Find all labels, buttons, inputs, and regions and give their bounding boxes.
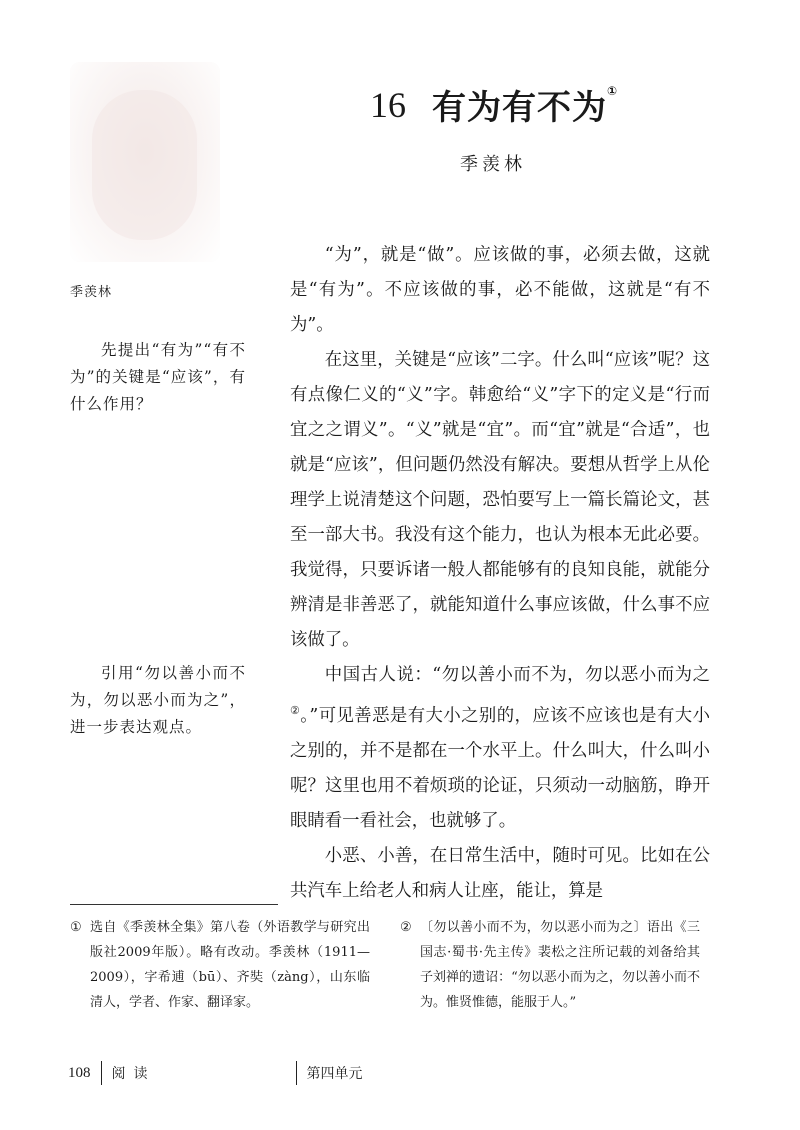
lesson-number: 16 — [370, 84, 406, 125]
lesson-title-row — [370, 80, 618, 130]
lesson-title — [432, 80, 618, 129]
footnote-2-mark: ② — [400, 920, 412, 935]
side-note-question: 先提出“有为”“有不为”的关键是“应该”，有什么作用？ — [70, 341, 246, 413]
footnote-1-text: 选自《季羡林全集》第八卷（外语教学与研究出版社2009年版）。略有改动。季羡林（1911—2009），字希逋（bū）、齐奘（zàng），山东临清人，学者、作家、翻译家。 — [90, 920, 370, 1010]
folio-separator — [101, 1061, 102, 1085]
title-footnote-mark[interactable]: ① — [607, 84, 619, 98]
footnote-1 — [70, 915, 370, 1015]
unit-label: 第四单元 — [306, 1066, 363, 1082]
page-number: 108 — [68, 1064, 91, 1081]
folio-separator-2 — [296, 1061, 297, 1085]
paragraph-3-rest: ”可见善恶是有大小之别的，应该不应该也是有大小之别的，并不是都在一个水平上。什么叫大，什么叫小呢？这里也用不着烦琐的论证，只须动一动脑筋，睁开眼睛看一看社会，也就够了。 — [290, 705, 710, 831]
paragraph-3-lead-end: 。 — [300, 705, 310, 726]
footnote-1-mark: ① — [70, 920, 82, 935]
author-portrait — [70, 62, 220, 262]
paragraph-3-lead: 中国古人说：“勿以善小而不为，勿以恶小而为之 — [324, 665, 710, 685]
author-name: 季羡林 — [460, 154, 526, 175]
section-label: 阅读 — [111, 1066, 156, 1082]
paragraph-2: 在这里，关键是“应该”二字。什么叫“应该”呢？这有点像仁义的“义”字。韩愈给“义”字下的定义是“行而宜之之谓义”。“义”就是“宜”。而“宜”就是“合适”，也就是“应该”，但问题仍然没有解决。要想从哲学上从伦理学上说清楚这个问题，恐怕要写上一篇长篇论文，甚至一部大书。我没有这个能力，也认为根本无此必要。我觉得，只要诉诸一般人都能够有的良知良能，就能分辨清是非善恶了，就能知道什么事应该做，什么事不应该做了。 — [290, 350, 710, 650]
lesson-title-text: 有为有不为 — [432, 88, 607, 128]
article-body — [290, 238, 710, 909]
paragraph-4: 小恶、小善，在日常生活中，随时可见。比如在公共汽车上给老人和病人让座，能让，算是 — [290, 845, 710, 901]
side-note-quote: 引用“勿以善小而不为，勿以恶小而为之”，进一步表达观点。 — [70, 664, 246, 736]
paragraph-3 — [290, 658, 710, 839]
footnote-2 — [400, 915, 700, 1015]
portrait-silhouette — [92, 90, 197, 240]
portrait-caption: 季羡林 — [70, 285, 113, 300]
quote-footnote-mark[interactable]: ② — [290, 704, 301, 717]
footnote-2-text: 〔勿以善小而不为，勿以恶小而为之〕语出《三国志·蜀书·先主传》裴松之注所记载的刘备给其子刘禅的遗诏：“勿以恶小而为之，勿以善小而不为。惟贤惟德，能服于人。” — [420, 920, 700, 1010]
footnote-divider — [70, 904, 278, 905]
paragraph-1: “为”，就是“做”。应该做的事，必须去做，这就是“有为”。不应该做的事，必不能做，这就是“有不为”。 — [290, 245, 710, 335]
page-folio — [68, 1061, 363, 1087]
